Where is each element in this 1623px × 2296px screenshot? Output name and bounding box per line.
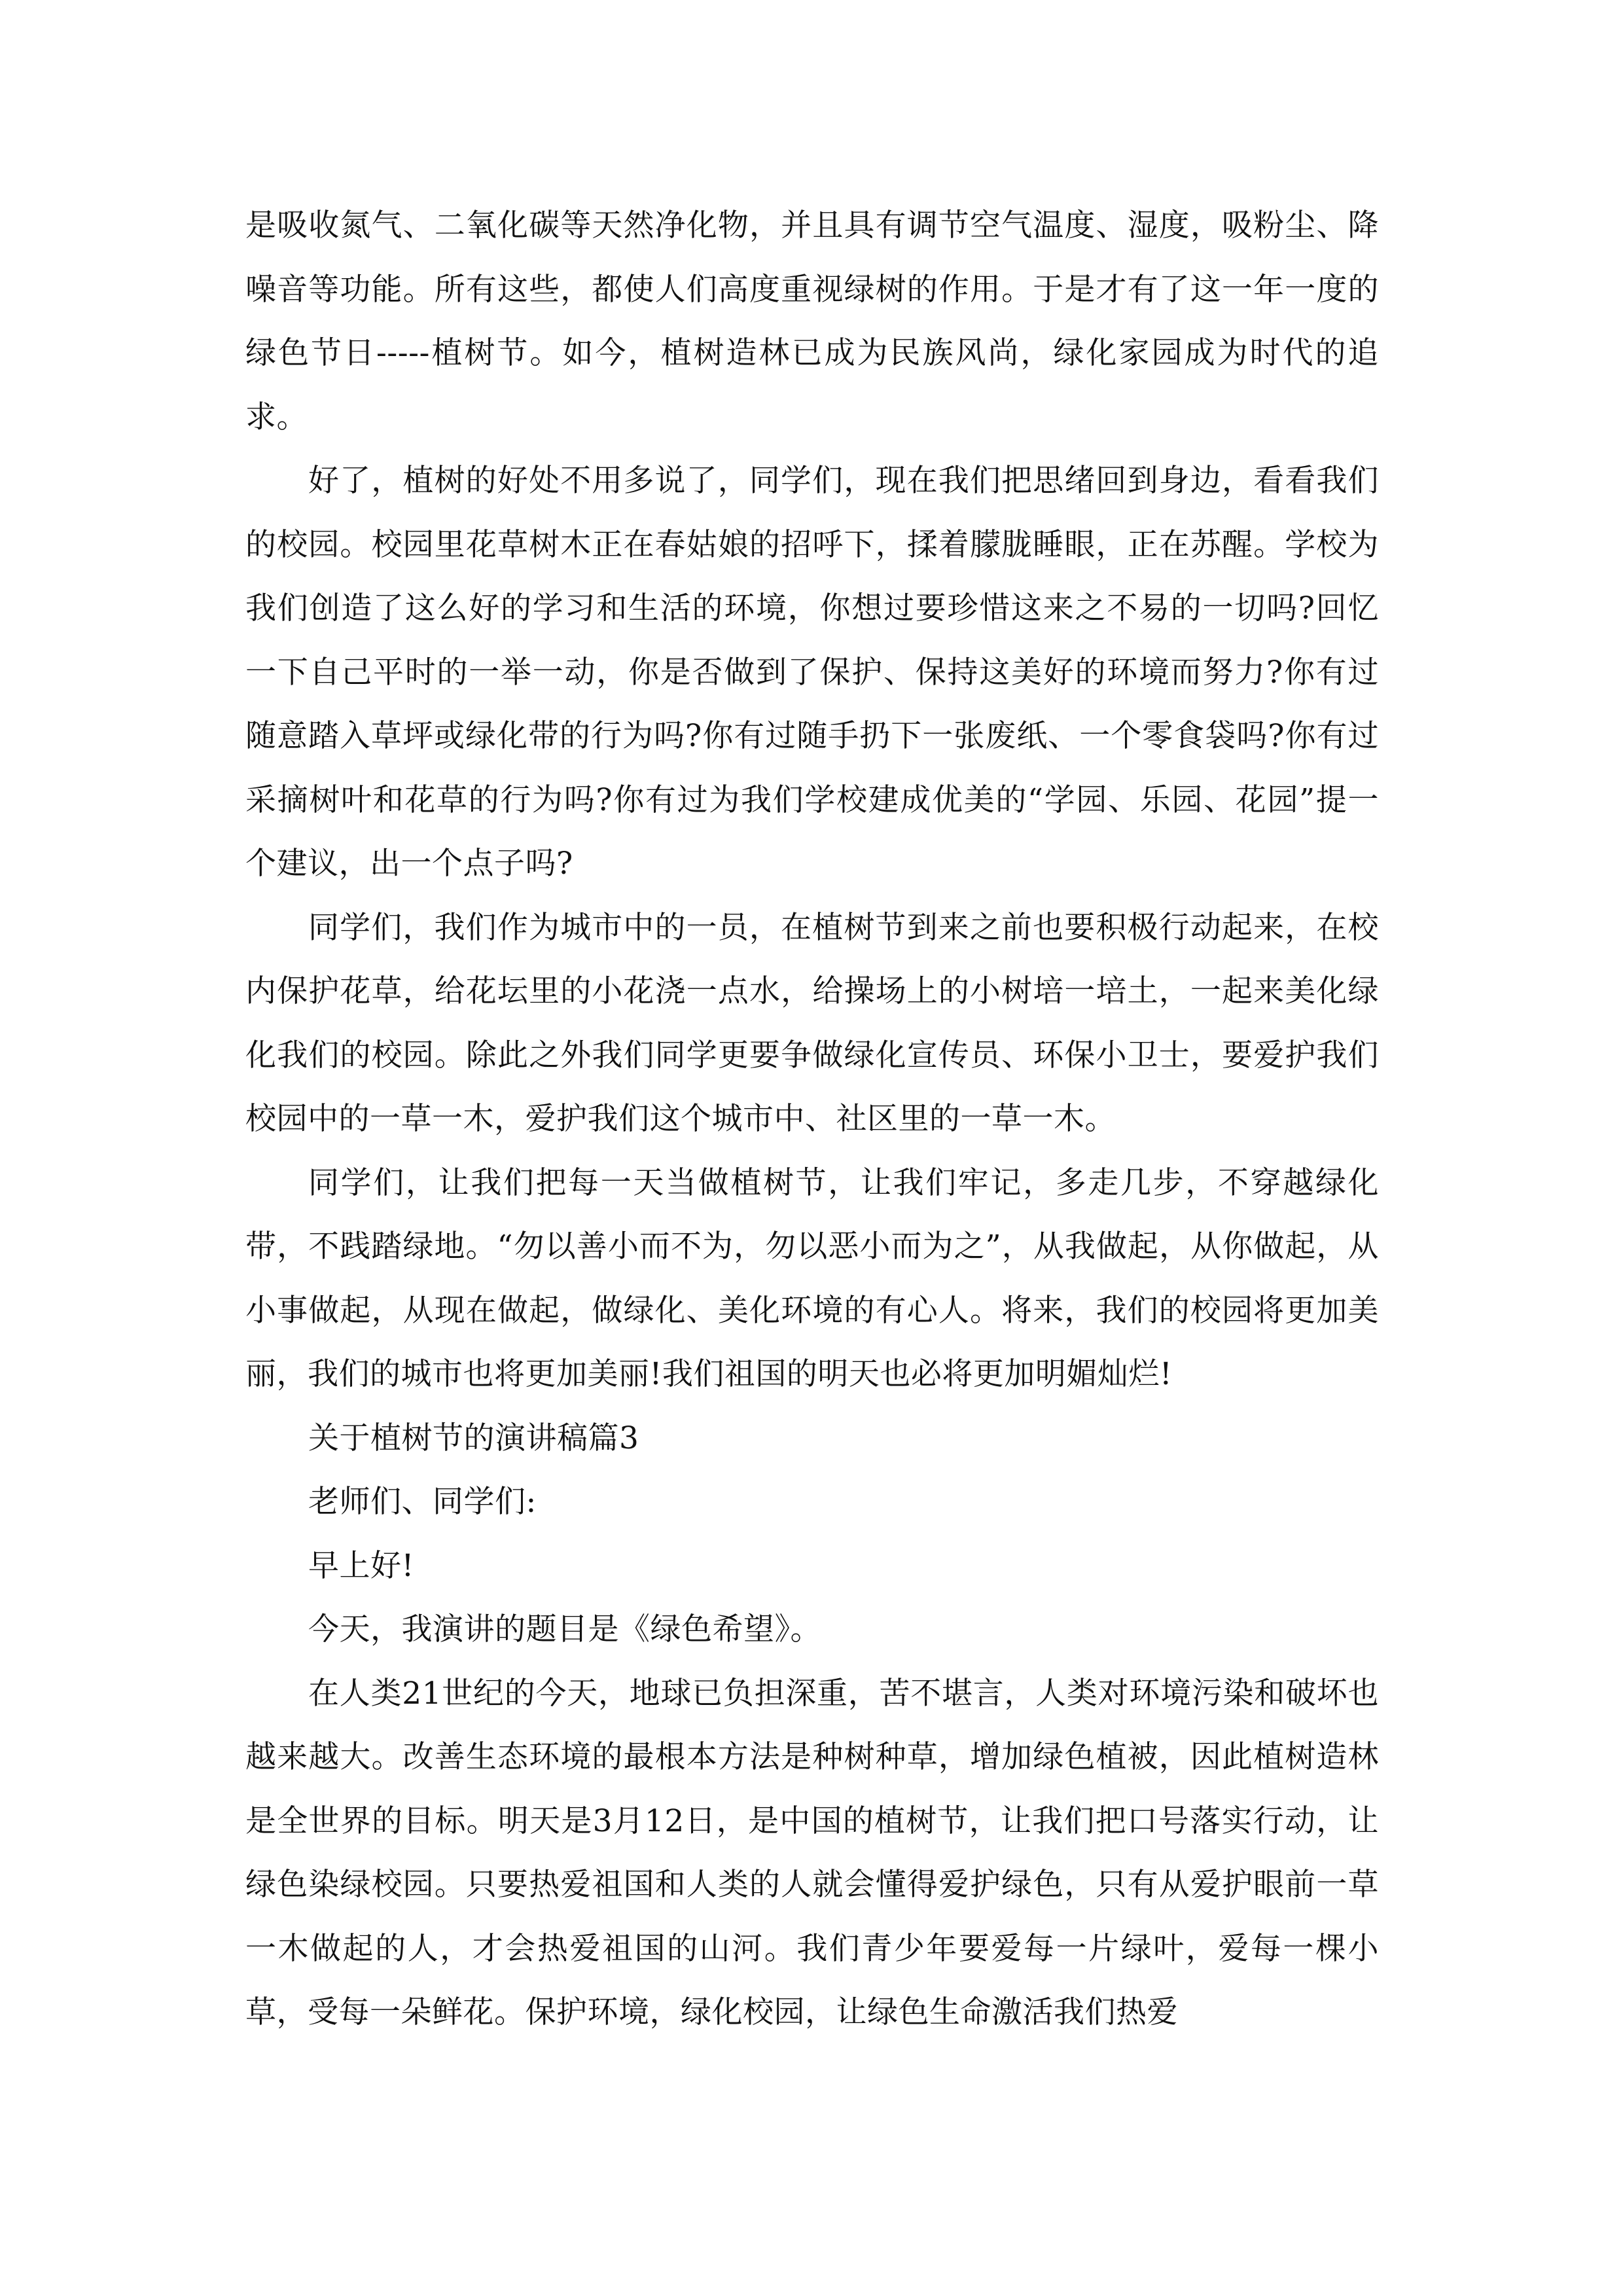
paragraph-continuation: 是吸收氮气、二氧化碳等天然净化物，并且具有调节空气温度、湿度，吸粉尘、降噪音等功能。所有这些，都使人们高度重视绿树的作用。于是才有了这一年一度的绿色节日-----植树节。如今，植树造林已成为民族风尚，绿化家园成为时代的追求。	[245, 207, 1379, 435]
salutation: 老师们、同学们:	[308, 1484, 537, 1520]
paragraph-green-hope: 在人类21世纪的今天，地球已负担深重，苦不堪言，人类对环境污染和破坏也越来越大。改善生态环境的最根本方法是种树种草，增加绿色植被，因此植树造林是全世界的目标。明天是3月12日，是中国的植树节，让我们把口号落实行动，让绿色染绿校园。只要热爱祖国和人类的人就会懂得爱护绿色，只有从爱护眼前一草一木做起的人，才会热爱祖国的山河。我们青少年要爱每一片绿叶，爱每一棵小草，受每一朵鲜花。保护环境，绿化校园，让绿色生命激活我们热爱	[245, 1675, 1379, 2030]
paragraph-every-day: 同学们，让我们把每一天当做植树节，让我们牢记，多走几步，不穿越绿化带，不践踏绿地。“勿以善小而不为，勿以恶小而为之”，从我做起，从你做起，从小事做起，从现在做起，做绿化、美化环境的有心人。将来，我们的校园将更加美丽，我们的城市也将更加美丽!我们祖国的明天也必将更加明媚灿烂!	[245, 1164, 1379, 1392]
section-title: 关于植树节的演讲稿篇3	[308, 1420, 639, 1456]
speech-topic: 今天，我演讲的题目是《绿色希望》。	[308, 1611, 821, 1647]
greeting: 早上好!	[308, 1547, 414, 1584]
paragraph-action: 同学们，我们作为城市中的一员，在植树节到来之前也要积极行动起来，在校内保护花草，给花坛里的小花浇一点水，给操场上的小树培一培土，一起来美化绿化我们的校园。除此之外我们同学更要争做绿化宣传员、环保小卫士，要爱护我们校园中的一草一木，爱护我们这个城市中、社区里的一草一木。	[245, 909, 1379, 1137]
paragraph-campus: 好了，植树的好处不用多说了，同学们，现在我们把思绪回到身边，看看我们的校园。校园里花草树木正在春姑娘的招呼下，揉着朦胧睡眼，正在苏醒。学校为我们创造了这么好的学习和生活的环境，你想过要珍惜这来之不易的一切吗?回忆一下自己平时的一举一动，你是否做到了保护、保持这美好的环境而努力?你有过随意踏入草坪或绿化带的行为吗?你有过随手扔下一张废纸、一个零食袋吗?你有过采摘树叶和花草的行为吗?你有过为我们学校建成优美的“学园、乐园、花园”提一个建议，出一个点子吗?	[245, 463, 1379, 882]
document-body	[245, 194, 1379, 2045]
